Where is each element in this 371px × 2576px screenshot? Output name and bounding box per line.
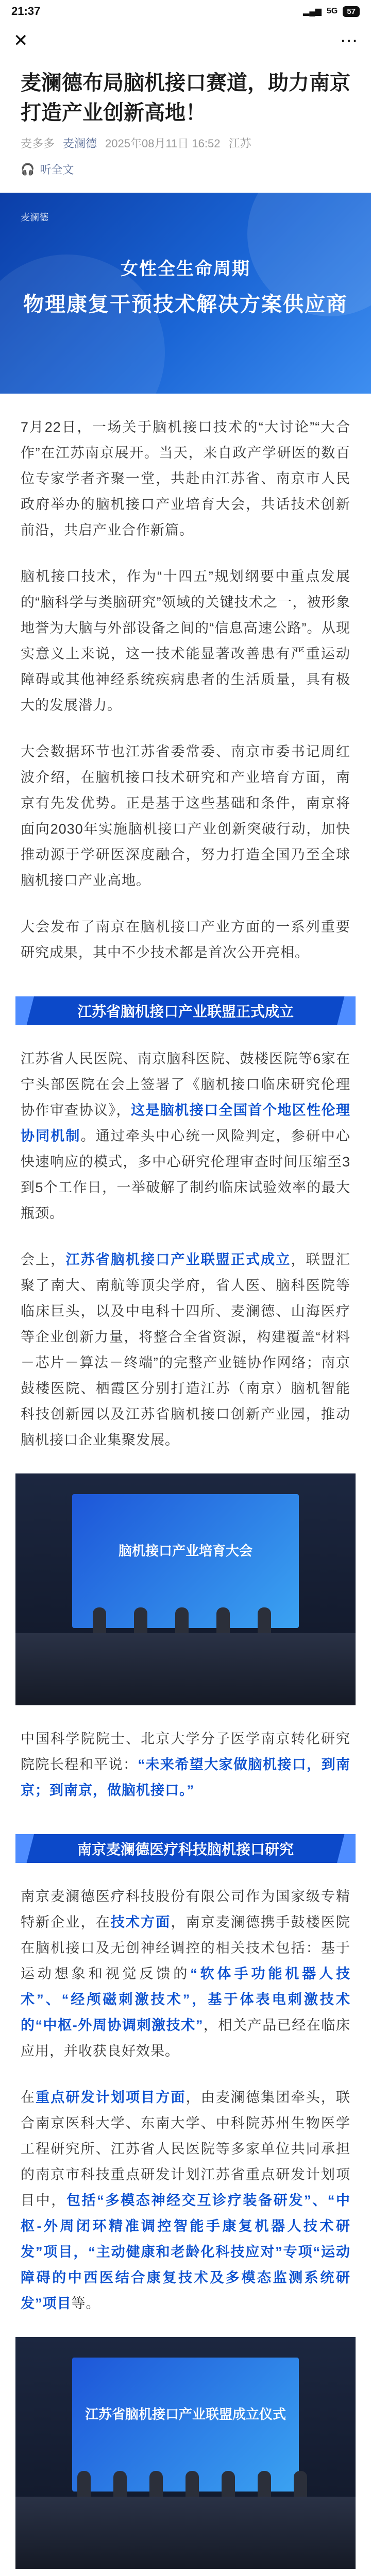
text-run: 江苏省人民医院、南京脑科医院、鼓楼医院等6家在宁头部医院在会上签署了 (21, 1051, 350, 1092)
article (0, 68, 371, 2576)
headphones-icon: 🎧 (21, 162, 35, 176)
account-link[interactable]: 麦澜德 (63, 137, 97, 150)
audience (15, 1633, 356, 1705)
text-run: 会上， (21, 1252, 66, 1267)
paragraph: 脑机接口技术，作为“十四五”规划纲要中重点发展的“脑科学与类脑研究”领域的关键技术之一，被形象地誉为大脑与外部设备之间的“信息高速公路”。从现实意义上来说，这一技术能显著改善患有严重运动障碍或其他神经系统疾病患者的生活质量，具有极大的发展潜力。 (21, 569, 350, 713)
audience (15, 2497, 356, 2569)
paragraph (21, 1726, 350, 1803)
signal-icon: ▂▄▆ (303, 7, 322, 16)
highlight-text: 重点研发计划项目方面 (36, 2090, 186, 2105)
page-title: 麦澜德布局脑机接口赛道，助力南京打造产业创新高地！ (21, 72, 350, 124)
banner-text (0, 255, 371, 317)
text-run: 。通过牵头中心统一风险判定，参研中心快速响应的模式，多中心研究伦理审查时间压缩至3到5个工作日，一举破解了制约临床试验效率的最大瓶颈。 (21, 1128, 351, 1221)
text-run: ，联盟汇聚了南大、南航等顶尖学府，省人医、脑科医院等临床巨头，以及中电科 (21, 1252, 351, 1319)
section-header: 江苏省脑机接口产业联盟正式成立 (15, 996, 356, 1025)
status-bar (0, 0, 371, 23)
stage-text: 江苏省脑机接口产业联盟成立仪式 (85, 2406, 286, 2422)
status-right (303, 6, 360, 17)
paragraph (21, 2084, 350, 2316)
text-run: 《脑机接口临床研究伦理协作审查协议》 (21, 1077, 351, 1118)
text-run: ， (116, 1103, 131, 1118)
paragraph (21, 1046, 350, 1226)
banner-line-2: 物理康复干预技术解决方案供应商 (23, 293, 348, 316)
status-time: 21:37 (11, 5, 41, 18)
banner-logo: 麦澜德 (21, 212, 48, 223)
event-photo (15, 2337, 356, 2569)
listen-label: 听全文 (40, 163, 74, 176)
author: 麦多多 (21, 137, 55, 150)
highlight-text: “未来希望大家做脑机接口，到南京；到南京，做脑机接口。” (21, 1757, 351, 1798)
text-run: ，相关产品已经在临床应用，并收获良好效果。 (21, 2018, 350, 2059)
text-run: 南京麦澜德医疗科技股份有限公司作为国家级专精特新企业，在 (21, 1889, 350, 1930)
nav-bar (0, 23, 371, 59)
banner-image (0, 193, 371, 394)
banner-line-1: 女性全生命周期 (121, 259, 250, 279)
paragraph: 大会数据环节也江苏省委常委、南京市委书记周红波介绍，在脑机接口技术研究和产业培育方面，南京有先发优势。正是基于这些基础和条件，南京将面向2030年实施脑机接口产业创新突破行动，加快推动源于学研医深度融合，努力打造全国乃至全球脑机接口产业高地。 (21, 744, 350, 888)
network-label: 5G (326, 7, 338, 15)
article-meta (21, 135, 350, 151)
stage-text: 脑机接口产业培育大会 (118, 1543, 252, 1558)
text-run: ，由麦澜德集团牵头，联合南京医科大学、东南大学、中科院苏州生物医学工程研究所、江苏省人民医院等多家单位共同承担的南京市科技重点研发计划江苏省重点研发计划项目中， (21, 2090, 351, 2208)
event-photo (15, 1473, 356, 1705)
highlight-text: 这是脑机接口全国首个地区性伦理协同机制 (21, 1103, 351, 1144)
highlight-text: “软体手功能机器人技术”、“经颅磁刺激技术”，基于体表电刺激技术的“中枢-外周协调刺激技术” (21, 1966, 351, 2033)
text-run: 在 (21, 2090, 36, 2105)
text-run: 等。 (71, 2296, 100, 2311)
text-run: 十四所、麦澜德、山海医疗等企业创新力量，将整合全省资源，构建覆盖“材料－芯片－算法－终端”的完整产业链协作网络；南京鼓楼医院、栖霞区分别打造江苏（南京）脑机智能科技创新园以及江苏省脑机接口创新产业园，推动脑机接口企业集聚发展。 (21, 1303, 351, 1448)
text-run: ，南京麦澜德携手鼓楼医院在脑机接口及无创神经调控的相关技术包括：基于运动想象和视觉反馈的 (21, 1914, 351, 1981)
paragraph: 大会发布了南京在脑机接口产业方面的一系列重要研究成果，其中不少技术都是首次公开亮相。 (21, 919, 350, 960)
close-icon[interactable]: ✕ (13, 31, 28, 50)
publish-date: 2025年08月11日 16:52 (105, 137, 221, 150)
paragraph (21, 1247, 350, 1453)
highlight-text: 技术方面 (110, 1914, 171, 1930)
highlight-text: 江苏省脑机接口产业联盟正式成立 (65, 1252, 291, 1267)
location: 江苏 (228, 137, 251, 150)
more-dots-icon[interactable]: ⋯ (340, 31, 358, 50)
highlight-text: 包括“多模态神经交互诊疗装备研发”、“中枢-外周闭环精准调控智能手康复机器人技术研发”项目，“主动健康和老龄化科技应对”专项“运动障碍的中西医结合康复技术及多模态监测系统研发”项目 (21, 2193, 351, 2311)
listen-button[interactable] (21, 161, 350, 177)
section-header: 南京麦澜德医疗科技脑机接口研究 (15, 1834, 356, 1863)
paragraph: 7月22日，一场关于脑机接口技术的“大讨论”“大合作”在江苏南京展开。当天，来自政产学研医的数百位专家学者齐聚一堂，共赴由江苏省、南京市人民政府举办的脑机接口产业培育大会，共话技术创新前沿，共启产业合作新篇。 (21, 419, 350, 538)
text-run: 中国科学院院士、北京大学分子医学南京转化研究院院长程和平说： (21, 1731, 350, 1772)
paragraph (21, 1884, 350, 2064)
battery-indicator: 57 (343, 6, 360, 17)
